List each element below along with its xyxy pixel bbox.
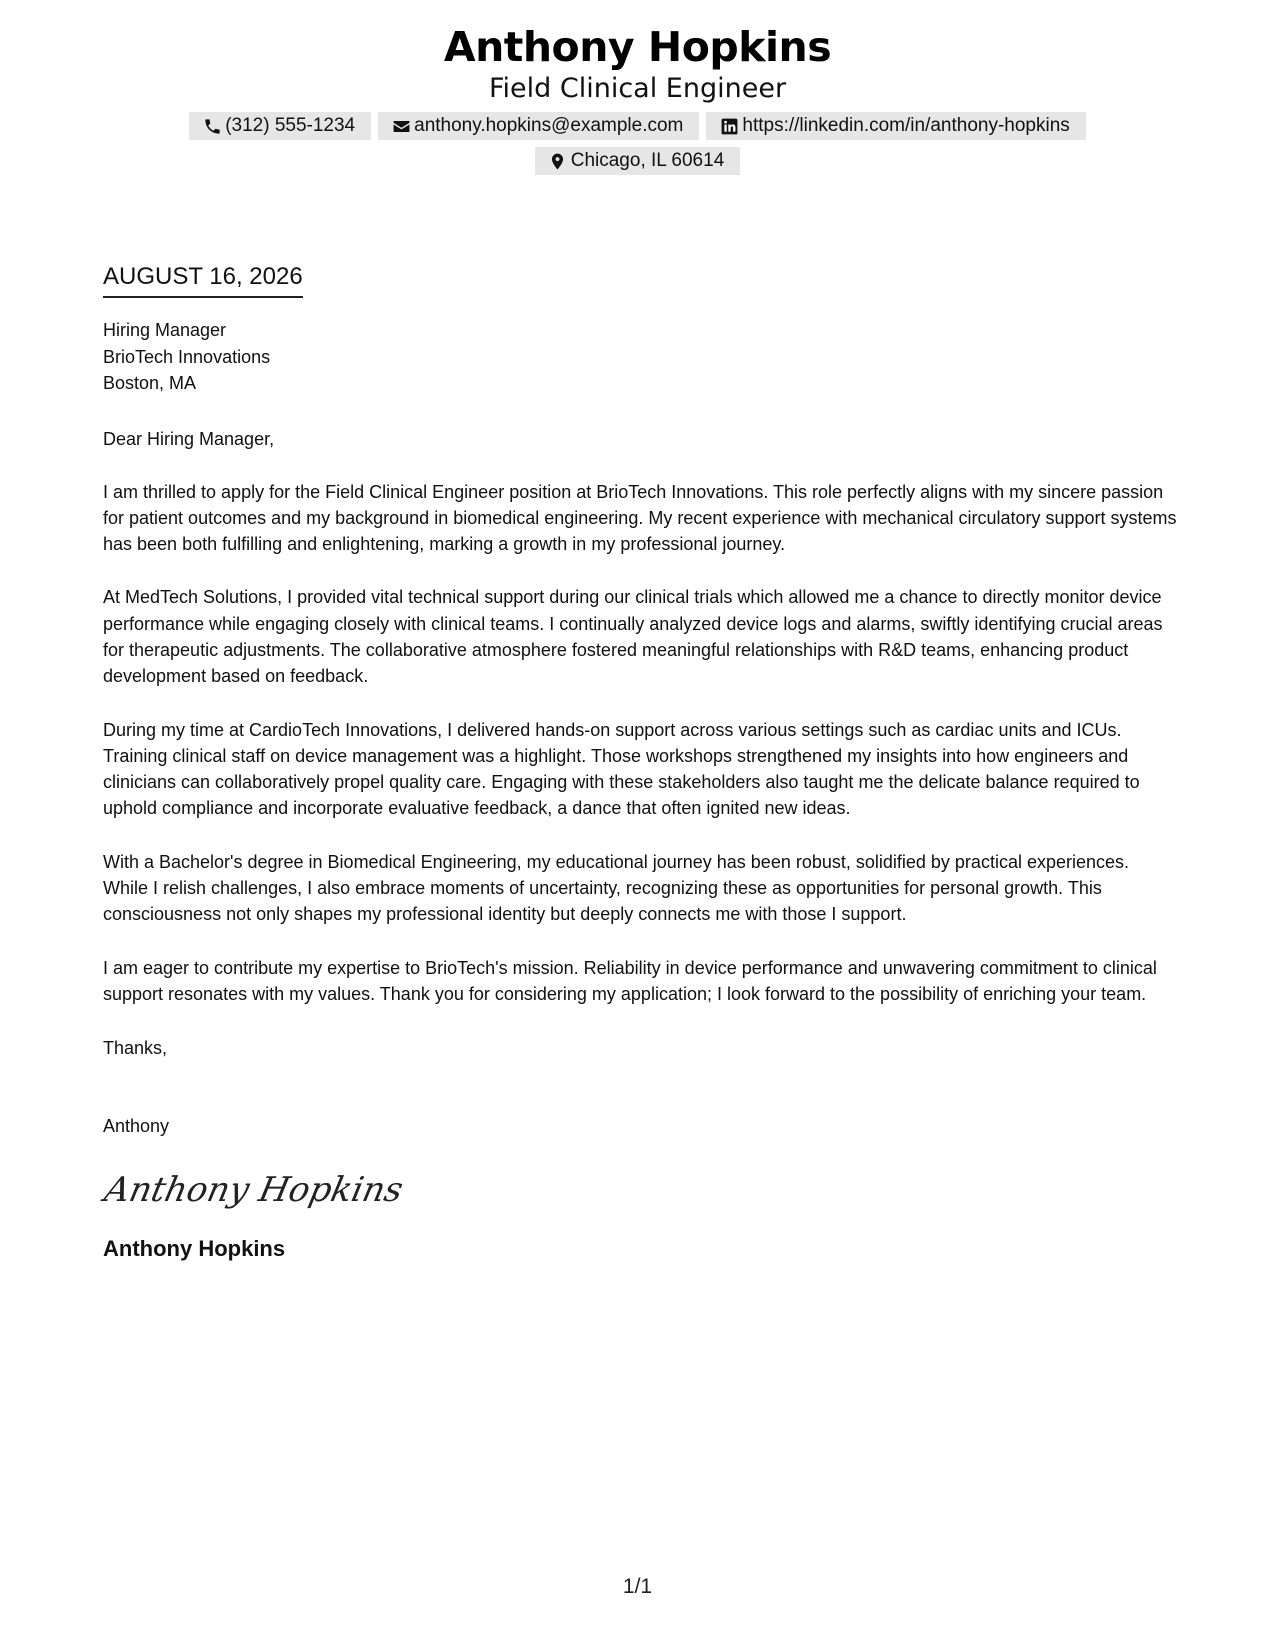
signature-graphic — [101, 1163, 407, 1215]
contact-row-location — [0, 147, 1275, 175]
signer-name: Anthony Hopkins — [103, 1236, 286, 1262]
letter-body — [103, 262, 1178, 1263]
linkedin-text[interactable]: https://linkedin.com/in/anthony-hopkins — [742, 115, 1070, 136]
page-number: 1/1 — [622, 1575, 653, 1598]
map-pin-icon — [548, 151, 568, 171]
recipient-title: Hiring Manager — [103, 320, 227, 340]
greeting: Dear Hiring Manager, — [103, 428, 275, 449]
recipient-company: BrioTech Innovations — [103, 346, 271, 367]
applicant-name: Anthony Hopkins — [443, 23, 832, 71]
paragraph-2: At MedTech Solutions, I provided vital technical support during our clinical trials which allowed me a chance to directly monitor device performance while engaging closely with clinical teams. I continually analyzed device logs and alarms, swiftly identifying crucial areas for therapeutic adjustments. The collaborative atmosphere fostered meaningful relationships with R&D teams, enhancing product development based on feedback. — [103, 587, 1163, 687]
recipient-block — [103, 317, 1178, 397]
paragraph-1: I am thrilled to apply for the Field Clinical Engineer position at BrioTech Innovations. This role perfectly aligns with my sincere passion for patient outcomes and my background in biomedical engineering. My recent experience with mechanical circulatory support systems has been both fulfilling and enlightening, marking a growth in my professional journey. — [103, 481, 1177, 555]
email-text[interactable]: anthony.hopkins@example.com — [414, 115, 684, 136]
applicant-title: Field Clinical Engineer — [488, 73, 787, 104]
email-chip[interactable] — [378, 112, 699, 140]
phone-text: (312) 555-1234 — [225, 115, 356, 136]
paragraph-5: I am eager to contribute my expertise to BrioTech's mission. Reliability in device performance and unwavering commitment to clinical support resonates with my values. Thank you for considering my application; I look forward to the possibility of enriching your team. — [103, 957, 1157, 1004]
linkedin-chip[interactable] — [706, 112, 1085, 140]
signoff-name: Anthony — [103, 1116, 170, 1137]
recipient-location: Boston, MA — [103, 373, 197, 393]
location-text: Chicago, IL 60614 — [570, 150, 725, 171]
envelope-icon — [391, 116, 411, 136]
handwritten-signature — [103, 1163, 1178, 1215]
location-chip — [535, 147, 741, 175]
linkedin-icon — [719, 116, 739, 136]
paragraph-3: During my time at CardioTech Innovations, I delivered hands-on support across various settings such as cardiac units and ICUs. Training clinical staff on device management was a highlight. Those workshops strengthened my insights into how engineers and clinicians can collaboratively propel quality care. Engaging with these stakeholders also taught me the delicate balance required to uphold compliance and incorporate evaluative feedback, a dance that often ignited new ideas. — [103, 719, 1140, 819]
signature-text: Anthony Hopkins — [101, 1170, 407, 1211]
phone-icon — [202, 116, 222, 136]
closing: Thanks, — [103, 1038, 168, 1059]
letter-date: AUGUST 16, 2026 — [103, 262, 303, 298]
contact-row — [0, 112, 1275, 140]
paragraph-4: With a Bachelor's degree in Biomedical Engineering, my educational journey has been robust, solidified by practical experiences. While I relish challenges, I also embrace moments of uncertainty, recognizing these as opportunities for personal growth. This consciousness not only shapes my professional identity but deeply connects me with those I support. — [103, 851, 1130, 925]
phone-chip — [189, 112, 371, 140]
letterhead — [0, 22, 1275, 175]
